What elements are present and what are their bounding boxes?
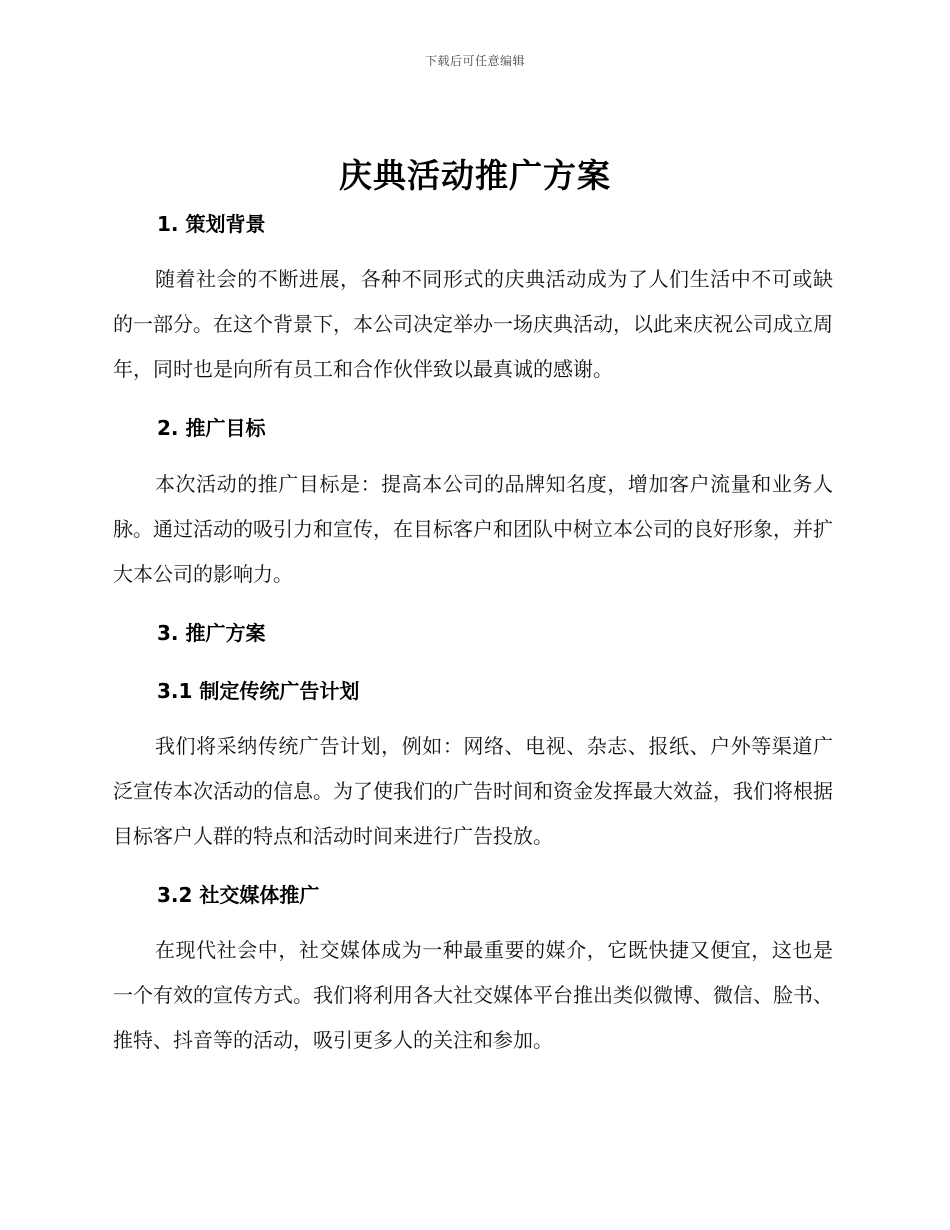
subsection-heading-social-media: 3.2 社交媒体推广: [157, 883, 320, 907]
subsection-heading-traditional-ads: 3.1 制定传统广告计划: [157, 679, 360, 703]
paragraph-social-media: 在现代社会中，社交媒体成为一种最重要的媒介，它既快捷又便宜，这也是一个有效的宣传方式。我们将利用各大社交媒体平台推出类似微博、微信、脸书、推特、抖音等的活动，吸引更多人的关注和参加。: [113, 938, 833, 1052]
section-heading-goals: 2. 推广目标: [157, 416, 266, 440]
paragraph-traditional-ads: 我们将采纳传统广告计划，例如：网络、电视、杂志、报纸、户外等渠道广泛宣传本次活动的信息。为了使我们的广告时间和资金发挥最大效益，我们将根据目标客户人群的特点和活动时间来进行广告投放。: [113, 734, 833, 848]
document-title: 庆典活动推广方案: [339, 156, 611, 195]
paragraph-background: 随着社会的不断进展，各种不同形式的庆典活动成为了人们生活中不可或缺的一部分。在这个背景下，本公司决定举办一场庆典活动，以此来庆祝公司成立周年，同时也是向所有员工和合作伙伴致以最真诚的感谢。: [113, 267, 833, 381]
section-heading-plan: 3. 推广方案: [157, 621, 266, 645]
header-note: 下载后可任意编辑: [424, 54, 525, 68]
paragraph-goals: 本次活动的推广目标是：提高本公司的品牌知名度，增加客户流量和业务人脉。通过活动的吸引力和宣传，在目标客户和团队中树立本公司的良好形象，并扩大本公司的影响力。: [113, 472, 833, 586]
section-heading-background: 1. 策划背景: [157, 212, 266, 236]
